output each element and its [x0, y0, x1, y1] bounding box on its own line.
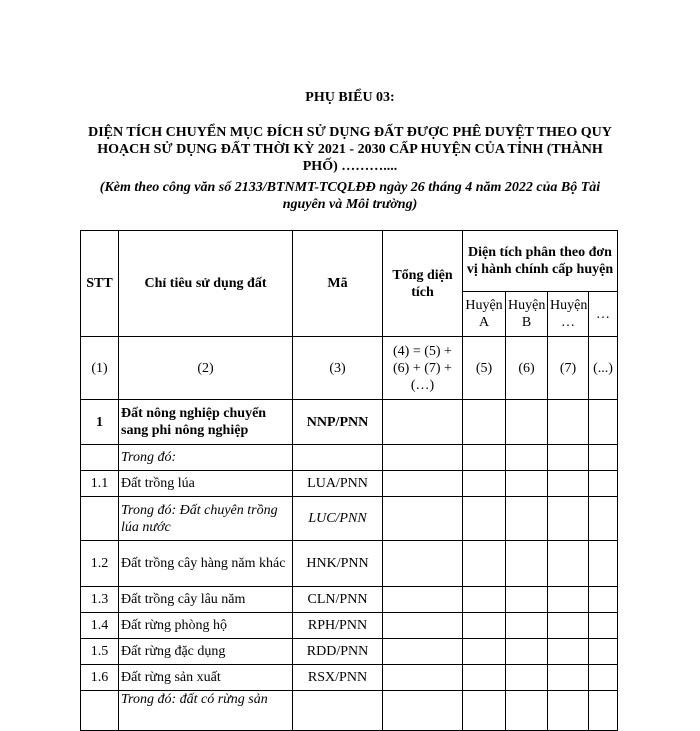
- header-district-b: Huyện B: [506, 292, 548, 337]
- cell-b: [506, 639, 548, 665]
- cell-total: [383, 541, 463, 587]
- row-name: Đất trồng cây hàng năm khác: [119, 541, 293, 587]
- row-stt: [81, 445, 119, 471]
- land-use-table: [80, 230, 618, 731]
- cell-total: [383, 613, 463, 639]
- cell-d: [589, 691, 618, 731]
- table-row: [81, 639, 618, 665]
- cell-c: [548, 541, 589, 587]
- cell-c: [548, 639, 589, 665]
- cell-d: [589, 665, 618, 691]
- cell-d: [589, 497, 618, 541]
- header-district-group: Diện tích phân theo đơn vị hành chính cấp huyện: [463, 231, 618, 292]
- cell-b: [506, 587, 548, 613]
- header-district-etc: Huyện …: [548, 292, 589, 337]
- row-name: Trong đó:: [119, 445, 293, 471]
- cell-a: [463, 587, 506, 613]
- row-stt: 1.3: [81, 587, 119, 613]
- cell-d: [589, 471, 618, 497]
- row-stt: 1: [81, 400, 119, 445]
- cell-c: [548, 587, 589, 613]
- cell-b: [506, 445, 548, 471]
- num-c3: (3): [293, 337, 383, 400]
- cell-b: [506, 471, 548, 497]
- cell-b: [506, 497, 548, 541]
- header-more: …: [589, 292, 618, 337]
- num-c4: (4) = (5) + (6) + (7) + (…): [383, 337, 463, 400]
- cell-b: [506, 400, 548, 445]
- document-subtitle: (Kèm theo công văn số 2133/BTNMT-TCQLĐĐ ngày 26 tháng 4 năm 2022 của Bộ Tài nguyên và Môi trường): [99, 180, 601, 212]
- header-district-a: Huyện A: [463, 292, 506, 337]
- cell-total: [383, 691, 463, 731]
- row-name: Trong đó: Đất chuyên trồng lúa nước: [119, 497, 293, 541]
- num-c8: (...): [589, 337, 618, 400]
- cell-c: [548, 691, 589, 731]
- row-name: Đất trồng lúa: [119, 471, 293, 497]
- table-row: [81, 400, 618, 445]
- cell-d: [589, 445, 618, 471]
- table-row: [81, 665, 618, 691]
- cell-a: [463, 691, 506, 731]
- header-code: Mã: [293, 231, 383, 337]
- cell-a: [463, 665, 506, 691]
- header-stt: STT: [81, 231, 119, 337]
- cell-c: [548, 400, 589, 445]
- num-c1: (1): [81, 337, 119, 400]
- cell-total: [383, 587, 463, 613]
- num-c2: (2): [119, 337, 293, 400]
- cell-b: [506, 665, 548, 691]
- table-row: [81, 613, 618, 639]
- cell-a: [463, 471, 506, 497]
- row-code: RSX/PNN: [293, 665, 383, 691]
- cell-a: [463, 639, 506, 665]
- document-title: DIỆN TÍCH CHUYỂN MỤC ĐÍCH SỬ DỤNG ĐẤT ĐƯỢC PHÊ DUYỆT THEO QUY HOẠCH SỬ DỤNG ĐẤT THỜI KỲ 2021 - 2030 CẤP HUYỆN CỦA TỈNH (THÀNH PHỐ) ………....: [88, 125, 612, 174]
- table-row: [81, 471, 618, 497]
- cell-total: [383, 497, 463, 541]
- cell-d: [589, 587, 618, 613]
- row-stt: 1.4: [81, 613, 119, 639]
- cell-a: [463, 400, 506, 445]
- cell-total: [383, 639, 463, 665]
- row-name: Đất rừng sản xuất: [119, 665, 293, 691]
- table-row: [81, 691, 618, 731]
- header-total-area: Tổng diện tích: [383, 231, 463, 337]
- cell-a: [463, 613, 506, 639]
- header-criteria: Chỉ tiêu sử dụng đất: [119, 231, 293, 337]
- cell-b: [506, 541, 548, 587]
- cell-total: [383, 471, 463, 497]
- cell-c: [548, 613, 589, 639]
- cell-a: [463, 497, 506, 541]
- row-code: RDD/PNN: [293, 639, 383, 665]
- cell-d: [589, 639, 618, 665]
- row-name: Đất nông nghiệp chuyển sang phi nông nghiệp: [119, 400, 293, 445]
- cell-d: [589, 400, 618, 445]
- row-stt: 1.2: [81, 541, 119, 587]
- table-header-row: [81, 231, 618, 292]
- row-stt: [81, 691, 119, 731]
- row-name: Trong đó: đất có rừng sản: [119, 691, 293, 731]
- cell-a: [463, 541, 506, 587]
- table-row: [81, 587, 618, 613]
- cell-c: [548, 665, 589, 691]
- row-code: [293, 691, 383, 731]
- cell-d: [589, 613, 618, 639]
- cell-b: [506, 691, 548, 731]
- table-row: [81, 445, 618, 471]
- num-c6: (6): [506, 337, 548, 400]
- cell-total: [383, 665, 463, 691]
- row-code: HNK/PNN: [293, 541, 383, 587]
- num-c5: (5): [463, 337, 506, 400]
- num-c7: (7): [548, 337, 589, 400]
- row-stt: 1.6: [81, 665, 119, 691]
- column-numbering-row: [81, 337, 618, 400]
- annex-label: PHỤ BIỂU 03:: [305, 90, 395, 105]
- cell-total: [383, 400, 463, 445]
- row-code: [293, 445, 383, 471]
- cell-total: [383, 445, 463, 471]
- row-code: LUC/PNN: [293, 497, 383, 541]
- cell-c: [548, 471, 589, 497]
- cell-d: [589, 541, 618, 587]
- cell-a: [463, 445, 506, 471]
- cell-c: [548, 445, 589, 471]
- cell-b: [506, 613, 548, 639]
- row-code: NNP/PNN: [293, 400, 383, 445]
- row-stt: 1.1: [81, 471, 119, 497]
- row-name: Đất rừng đặc dụng: [119, 639, 293, 665]
- row-stt: 1.5: [81, 639, 119, 665]
- cell-c: [548, 497, 589, 541]
- row-code: RPH/PNN: [293, 613, 383, 639]
- row-code: LUA/PNN: [293, 471, 383, 497]
- row-name: Đất rừng phòng hộ: [119, 613, 293, 639]
- table-row: [81, 497, 618, 541]
- row-stt: [81, 497, 119, 541]
- table-row: [81, 541, 618, 587]
- row-name: Đất trồng cây lâu năm: [119, 587, 293, 613]
- row-code: CLN/PNN: [293, 587, 383, 613]
